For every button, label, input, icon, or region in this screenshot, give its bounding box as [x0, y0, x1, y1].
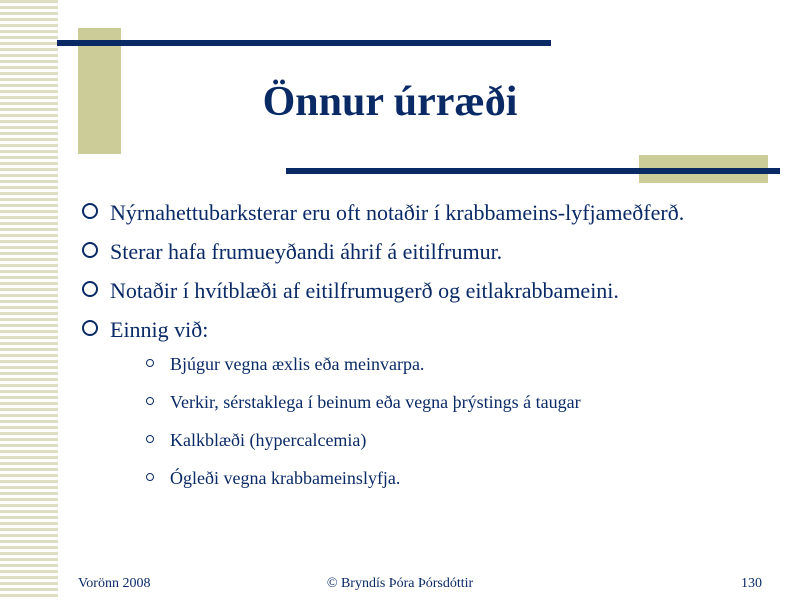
slide-title: Önnur úrræði [262, 79, 518, 125]
bullet-text: Notaðir í hvítblæði af eitilfrumugerð og eitlakrabbameini. [110, 278, 619, 303]
sub-bullet-item [146, 353, 742, 375]
bullet-text: Sterar hafa frumueyðandi áhrif á eitilfrumur. [110, 239, 503, 264]
bullet-item [82, 198, 742, 228]
page-number: 130 [741, 576, 762, 591]
footer-author: © Bryndís Þóra Þórsdóttir [326, 576, 474, 591]
sub-bullet-item [146, 429, 742, 451]
sub-bullet-list [110, 353, 742, 489]
sub-bullet-text: Verkir, sérstaklega í beinum eða vegna þrýstings á taugar [170, 392, 581, 412]
bullet-marker-icon [82, 320, 98, 336]
bullet-text: Einnig við: [110, 317, 209, 342]
top-rule [57, 40, 551, 46]
bullet-item [82, 315, 742, 489]
sub-bullet-text: Bjúgur vegna æxlis eða meinvarpa. [170, 354, 425, 374]
bullet-list [82, 198, 742, 505]
sub-bullet-item [146, 467, 742, 489]
bullet-marker-icon [82, 203, 98, 219]
bullet-marker-icon [82, 281, 98, 297]
sub-bullet-text: Kalkblæði (hypercalcemia) [170, 430, 367, 450]
footer-left: Vorönn 2008 [78, 576, 151, 591]
sub-bullet-marker-icon [146, 435, 154, 443]
bullet-text: Nýrnahettubarksterar eru oft notaðir í krabbameins-lyfjameðferð. [110, 200, 685, 225]
decorative-stripes [0, 0, 58, 600]
sub-bullet-text: Ógleði vegna krabbameinslyfja. [170, 468, 401, 488]
sub-bullet-marker-icon [146, 473, 154, 481]
accent-block-top-left [78, 28, 121, 154]
sub-bullet-marker-icon [146, 397, 154, 405]
sub-bullet-marker-icon [146, 359, 154, 367]
bottom-rule [286, 168, 780, 174]
bullet-item [82, 237, 742, 267]
sub-bullet-item [146, 391, 742, 413]
bullet-item [82, 276, 742, 306]
bullet-marker-icon [82, 242, 98, 258]
